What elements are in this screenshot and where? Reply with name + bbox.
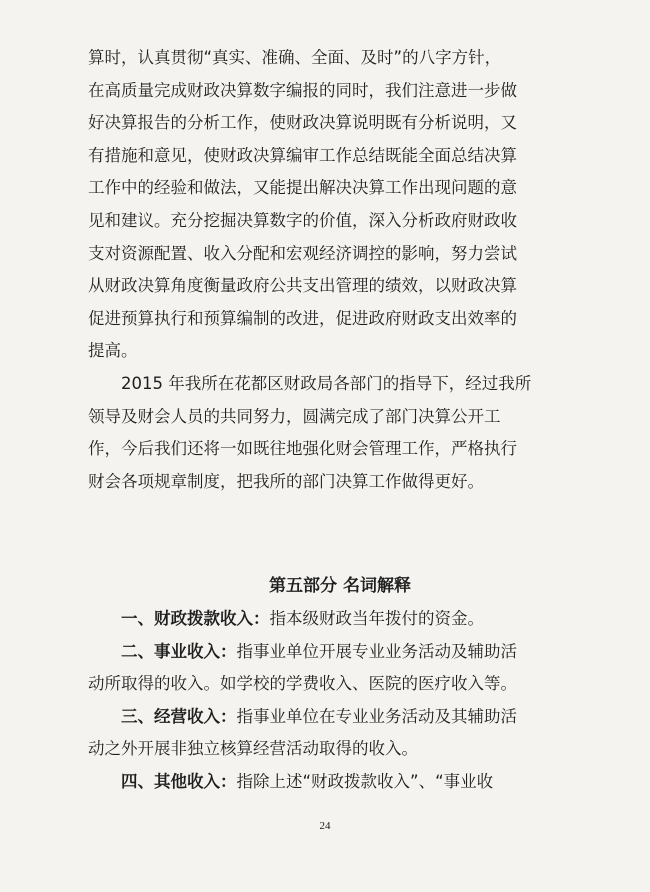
term-text: 指事业单位在专业业务活动及其辅助活 xyxy=(236,706,517,726)
term-label: 四、其他收入： xyxy=(121,771,237,791)
text-line: 2015 年我所在花都区财政局各部门的指导下，经过我所 xyxy=(121,374,532,393)
text-line: 财会各项规章制度，把我所的部门决算工作做得更好。 xyxy=(88,471,484,491)
definition-line xyxy=(88,701,553,734)
text-line: 见和建议。充分挖掘决算数字的价值，深入分析政府财政收 xyxy=(88,210,517,230)
term-label: 三、经营收入： xyxy=(121,706,237,726)
text-line: 促进预算执行和预算编制的改进，促进政府财政支出效率的 xyxy=(88,308,517,328)
text-line: 提高。 xyxy=(88,341,138,361)
definition-line xyxy=(88,766,553,799)
term-label: 一、财政拨款收入： xyxy=(121,609,270,628)
text-line: 算时，认真贯彻“真实、准确、全面、及时”的八字方针， xyxy=(88,48,502,67)
term-definitions xyxy=(88,603,553,799)
text-line: 领导及财会人员的共同努力，圆满完成了部门决算公开工 xyxy=(88,406,501,426)
definition-line: 动之外开展非独立核算经营活动取得的收入。 xyxy=(88,739,418,759)
text-line: 作，今后我们还将一如既往地强化财会管理工作，严格执行 xyxy=(88,439,517,459)
term-label: 二、事业收入： xyxy=(121,641,237,661)
paragraph-2015-summary xyxy=(88,368,553,498)
definition-line: 动所取得的收入。如学校的学费收入、医院的医疗收入等。 xyxy=(88,674,517,694)
text-line: 支对资源配置、收入分配和宏观经济调控的影响，努力尝试 xyxy=(88,243,517,263)
text-line: 工作中的经验和做法，又能提出解决决算工作出现问题的意 xyxy=(88,178,517,198)
definition-line xyxy=(88,636,553,669)
definition-line xyxy=(88,603,553,636)
text-line: 在高质量完成财政决算数字编报的同时，我们注意进一步做 xyxy=(88,80,517,100)
term-text: 指除上述“财政拨款收入”、“事业收 xyxy=(236,771,494,791)
section-title: 第五部分 名词解释 xyxy=(269,576,411,596)
term-text: 指本级财政当年拨付的资金。 xyxy=(269,609,484,628)
paragraph-final-accounts-analysis xyxy=(88,42,553,368)
term-text: 指事业单位开展专业业务活动及辅助活 xyxy=(236,641,517,661)
page-number: 24 xyxy=(319,820,331,832)
text-line: 有措施和意见，使财政决算编审工作总结既能全面总结决算 xyxy=(88,145,517,165)
text-line: 从财政决算角度衡量政府公共支出管理的绩效，以财政决算 xyxy=(88,276,517,296)
text-line: 好决算报告的分析工作，使财政决算说明既有分析说明，又 xyxy=(88,113,517,133)
